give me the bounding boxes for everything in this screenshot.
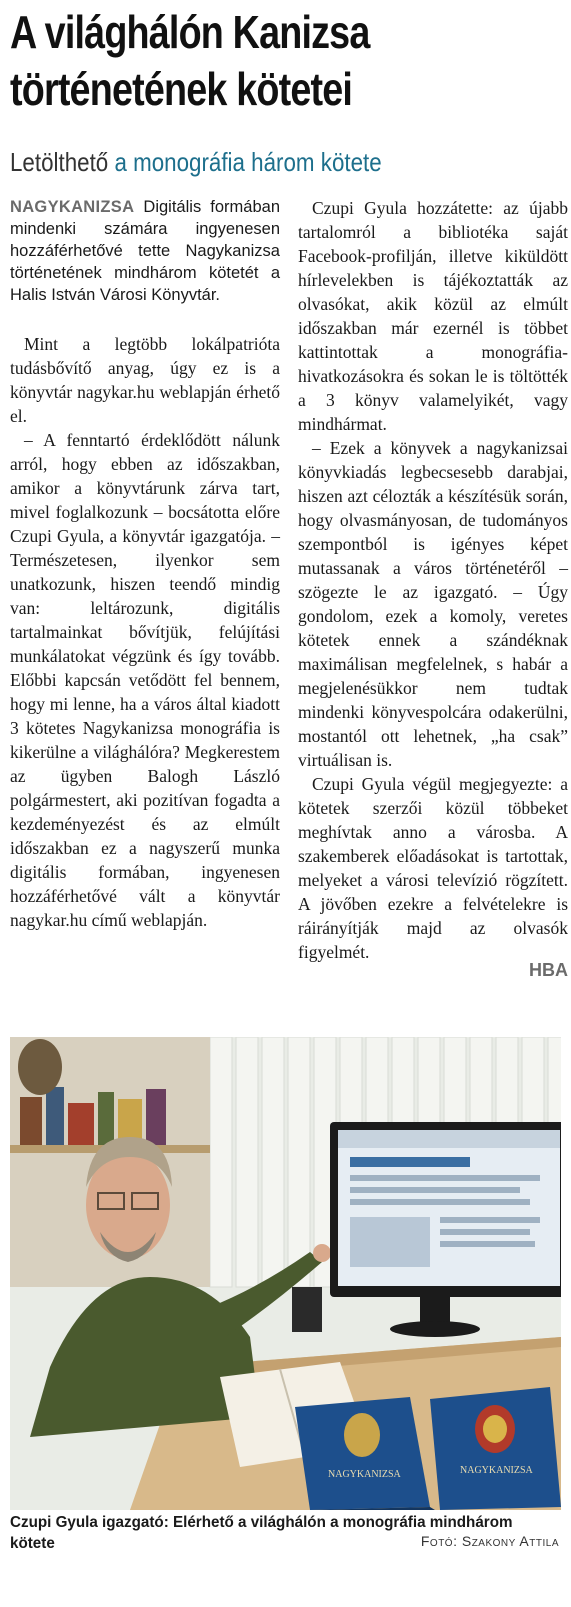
- photo-credit: Fotó: Szakony Attila: [420, 1533, 559, 1549]
- book-title-1: NAGYKANIZSA: [328, 1469, 401, 1480]
- headline-line-2: történetének kötetei: [10, 63, 353, 115]
- photo-caption: Czupi Gyula igazgató: Elérhető a világhálón a monográfia mindhárom kötete: [10, 1514, 513, 1552]
- body-paragraph: Mint a legtöbb lokálpatrióta tudásbővítő anyag, úgy ez is a könyvtár nagykar.hu weblapján érhető el.: [10, 334, 280, 426]
- body-paragraph: Czupi Gyula végül megjegyezte: a kötetek szerzői közül többeket meghívtak anno a városba. A szakemberek előadásokat is tartottak, melyeket a városi televízió rögzített. A jövőben ezekre a felvételekre is ráirányítják majd az olvasók figyelmét.: [298, 774, 568, 962]
- lead-text: Digitális formában mindenki számára ingyenesen hozzáférhetővé tette Nagykanizsa történetének mindhárom kötetét a Halis István Városi Könyvtár.: [10, 198, 280, 304]
- author-signature: HBA: [529, 960, 568, 980]
- article-column-left: [10, 196, 280, 932]
- headline-line-1: A világhálón Kanizsa: [10, 6, 370, 58]
- subtitle: [10, 146, 382, 178]
- body-paragraph: Czupi Gyula hozzátette: az újabb tartalomról a bibliotéka saját Facebook-profilján, illetve kiküldött hírlevelekben is tájékoztatták az olvasókat, akik közül az elmúlt időszakban már ezernél is többet kattintottak a monográfia-hivatkozásokra és sokan le is töltötték a 3 könyv valamelyikét, vagy mindhármat.: [298, 198, 568, 434]
- body-paragraph: – A fenntartó érdeklődött nálunk arról, hogy ebben az időszakban, amikor a könyvtárunk zárva tart, mivel foglalkozunk – bocsátotta előre Czupi Gyula, a könyvtár igazgatója. – Természetesen, ilyenkor sem unatkozunk, hiszen teendő mindig van: leltározunk, digitális tartalmainkat bővítjük, felújítási munkálatokat végzünk és így tovább. Előbbi kapcsán vetődött fel bennem, hogy mi lenne, ha a város által kiadott 3 kötetes Nagykanizsa monográfia is kikerülne a világhálóra? Megkerestem az ügyben Balogh László polgármestert, aki pozitívan fogadta a kezdeményezést és az elmúlt időszakban ez a nagyszerű munka digitális formában, ingyenesen hozzáférhetővé vált a könyvtár nagykar.hu című weblapján.: [10, 430, 280, 930]
- dateline: NAGYKANIZSA: [10, 198, 135, 216]
- article-photo: [10, 1037, 561, 1510]
- subtitle-accent: a monográfia három kötete: [114, 147, 382, 177]
- body-paragraph: – Ezek a könyvek a nagykanizsai könyvkiadás legbecsesebb darabjai, hiszen azt célozták a készítésük során, hogy olvasmányosan, de tudományos szempontból is igényes képet mutassanak a város történetéről – szögezte le az igazgató. – Úgy gondolom, ezek a komoly, veretes kötetek ennek a szándéknak maximálisan megfelelnek, s habár a megjelenésükkor nem tudtak mindenki könyvespolcára odakerülni, mostantól ott lehetnek, „ha csak” virtuálisan is.: [298, 438, 568, 770]
- book-title-2: NAGYKANIZSA: [460, 1465, 533, 1476]
- subtitle-prefix: Letölthető: [10, 147, 109, 177]
- article-column-right: [298, 196, 568, 980]
- headline: [10, 4, 465, 118]
- lead-paragraph: [10, 196, 280, 306]
